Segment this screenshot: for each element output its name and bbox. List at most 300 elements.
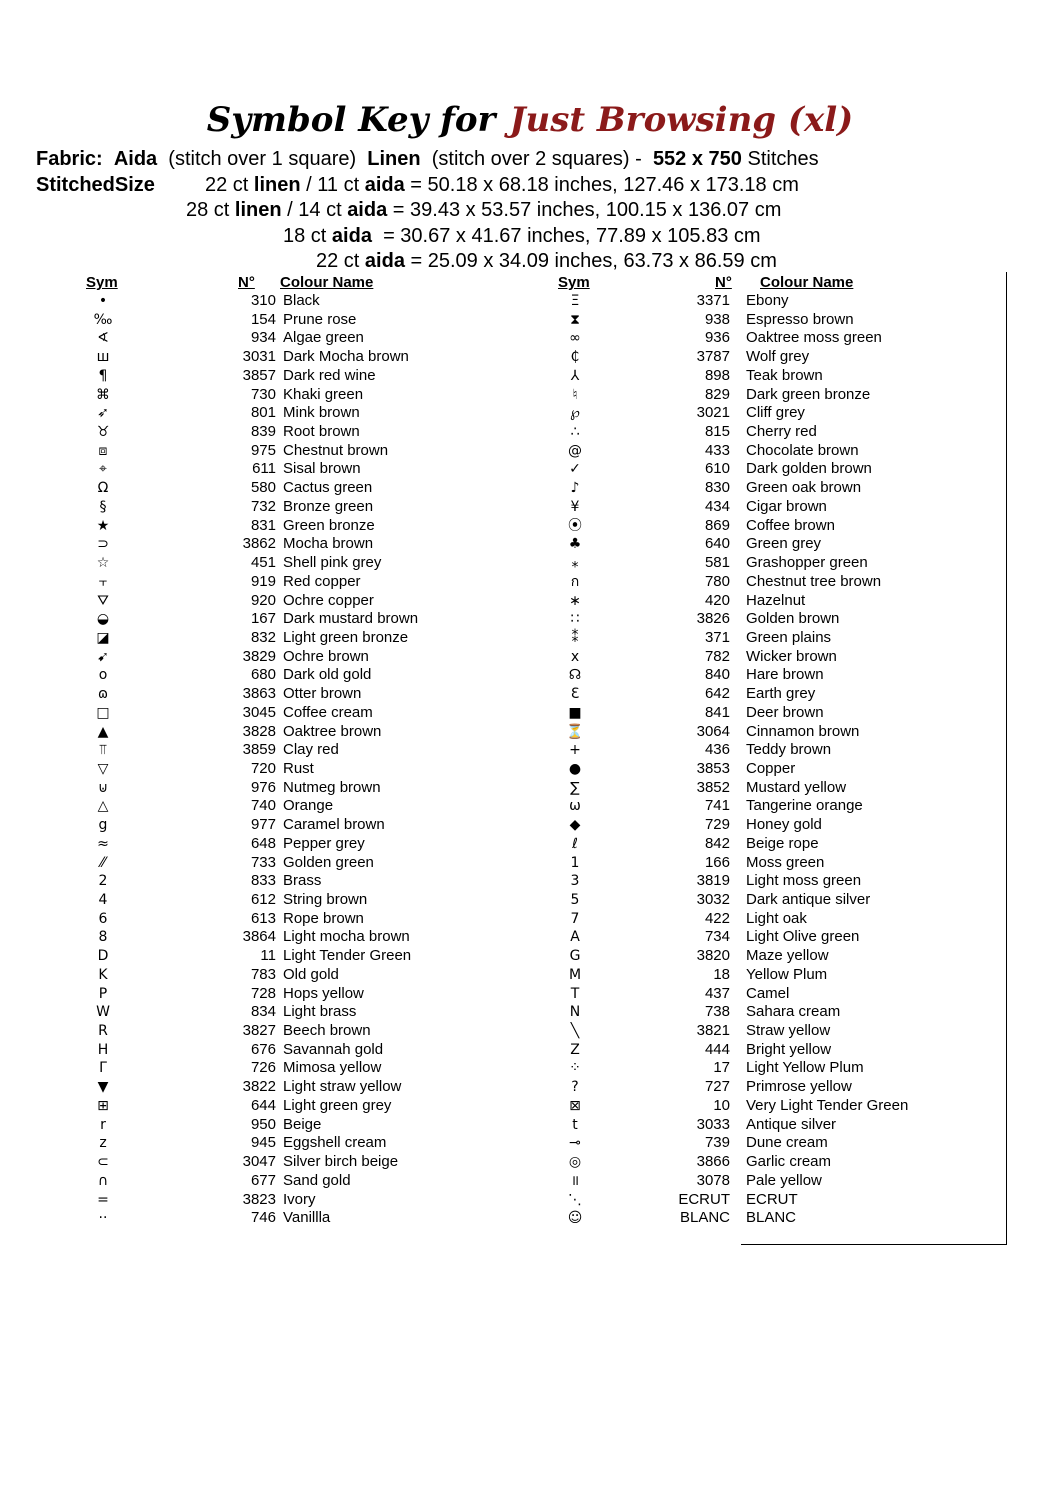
thread-number: 732 — [250, 497, 276, 515]
symbol-row — [560, 348, 980, 367]
thread-number: 644 — [250, 1096, 276, 1114]
thread-number: 18 — [713, 965, 730, 983]
symbol-glyph: D — [97, 948, 109, 965]
symbol-glyph: 6 — [98, 910, 108, 927]
colour-name: Chocolate brown — [746, 441, 859, 459]
colour-name: Copper — [746, 759, 796, 777]
thread-number: 840 — [704, 666, 730, 684]
size-line-1-part: aida — [364, 174, 405, 196]
thread-number: 945 — [250, 1134, 276, 1152]
symbol-row — [560, 1097, 980, 1116]
symbol-glyph: z — [99, 1135, 107, 1152]
stitch-count: 552 x 750 — [652, 148, 742, 170]
thread-number: 3852 — [696, 778, 730, 796]
symbol-row — [88, 329, 518, 348]
size-line-3-part: 18 ct — [283, 225, 332, 247]
thread-number: 642 — [704, 685, 730, 703]
fabric-label: Fabric: — [36, 148, 103, 170]
colour-name: Clay red — [283, 741, 339, 759]
colour-name: Cigar brown — [746, 497, 827, 515]
symbol-glyph: 5 — [570, 892, 580, 908]
symbol-glyph: ≈ — [97, 835, 109, 852]
symbol-glyph: ω — [569, 798, 581, 815]
symbol-glyph: ◎ — [568, 1154, 582, 1171]
colour-name: Green oak brown — [746, 479, 862, 497]
symbol-glyph: ✓ — [569, 461, 581, 478]
symbol-glyph: ☊ — [568, 667, 582, 684]
symbol-glyph: Γ — [99, 1060, 107, 1077]
symbol-glyph: ⌘ — [96, 386, 110, 403]
fabric-line — [36, 147, 819, 171]
symbol-row — [88, 1097, 518, 1116]
symbol-row — [560, 517, 980, 536]
symbol-glyph: K — [98, 966, 108, 983]
symbol-row — [560, 928, 980, 947]
colour-name: Golden brown — [746, 610, 840, 628]
thread-number: 746 — [250, 1209, 276, 1227]
symbol-glyph: ℓ — [572, 835, 578, 852]
thread-number: 3047 — [242, 1153, 276, 1171]
colour-name: Brass — [283, 872, 322, 890]
thread-number: 739 — [704, 1134, 730, 1152]
symbol-row — [88, 292, 518, 311]
thread-number: 3821 — [696, 1022, 730, 1040]
size-line-4-part: = 25.09 x 34.09 inches, 63.73 x 86.59 cm — [404, 250, 777, 272]
symbol-row — [560, 1022, 980, 1041]
colour-name: Primrose yellow — [746, 1078, 852, 1096]
symbol-glyph: Ω — [97, 480, 109, 497]
symbol-row — [88, 947, 518, 966]
thread-number: 11 — [260, 947, 276, 965]
symbol-glyph: ⫪ — [99, 742, 107, 759]
symbol-row — [560, 311, 980, 330]
thread-number: 898 — [704, 366, 730, 384]
colour-name: Bright yellow — [746, 1040, 832, 1058]
colour-name: Cherry red — [746, 423, 817, 441]
symbol-row — [560, 460, 980, 479]
thread-number: 3819 — [696, 872, 730, 890]
thread-number: 3862 — [242, 535, 276, 553]
symbol-row — [560, 910, 980, 929]
thread-number: 437 — [704, 984, 730, 1002]
colour-name: Chestnut brown — [283, 441, 389, 459]
thread-number: 3827 — [242, 1022, 276, 1040]
symbol-row — [88, 1059, 518, 1078]
symbol-glyph: R — [98, 1023, 108, 1040]
symbol-glyph: o — [98, 667, 108, 684]
colour-name: Old gold — [283, 965, 339, 983]
thread-number: 436 — [704, 741, 730, 759]
symbol-row — [560, 966, 980, 985]
thread-number: 154 — [250, 310, 276, 328]
symbol-row — [88, 704, 518, 723]
thread-number: 371 — [704, 628, 730, 646]
symbol-row — [88, 1134, 518, 1153]
symbol-glyph: ⊍ — [97, 779, 109, 796]
colour-name: Green bronze — [283, 516, 375, 534]
thread-number: 869 — [704, 516, 730, 534]
symbol-row — [560, 535, 980, 554]
symbol-glyph: △ — [97, 798, 109, 815]
colour-name: Rope brown — [283, 909, 364, 927]
thread-number: 3032 — [696, 891, 730, 908]
colour-name: Tangerine orange — [746, 797, 863, 815]
thread-number: 3033 — [696, 1115, 730, 1133]
colour-name: Dark Mocha brown — [283, 348, 409, 366]
symbol-glyph: 7 — [570, 910, 580, 927]
colour-name: Light mocha brown — [283, 928, 410, 946]
thread-number: 166 — [704, 853, 730, 871]
thread-number: 727 — [704, 1078, 730, 1096]
size-line-2-part: 28 ct — [186, 199, 235, 221]
symbol-row — [88, 629, 518, 648]
symbol-row — [560, 741, 980, 760]
symbol-row — [560, 1172, 980, 1191]
colour-name: Khaki green — [283, 385, 364, 403]
thread-number: 3826 — [696, 610, 730, 628]
colour-name: Chestnut tree brown — [746, 572, 882, 590]
colour-name: String brown — [283, 891, 368, 908]
symbol-glyph: 3 — [570, 873, 580, 890]
symbol-glyph: ■ — [568, 704, 582, 721]
symbol-glyph: ◪ — [96, 629, 110, 646]
left-symbol-list — [88, 292, 518, 1228]
thread-number: 936 — [704, 329, 730, 347]
colour-name: Ivory — [283, 1190, 316, 1208]
symbol-glyph: P — [98, 985, 108, 1002]
thread-number: 613 — [250, 909, 276, 927]
colour-name: Shell pink grey — [283, 554, 382, 572]
thread-number: 832 — [250, 628, 276, 646]
symbol-row — [88, 1078, 518, 1097]
colour-name: Mustard yellow — [746, 778, 847, 796]
symbol-glyph: ★ — [96, 517, 110, 534]
symbol-glyph: ⧗ — [570, 311, 580, 328]
symbol-glyph: M — [568, 966, 582, 983]
colour-name: Ebony — [746, 292, 789, 309]
left-header-name: Colour Name — [280, 274, 374, 291]
symbol-glyph: ш — [96, 349, 110, 366]
symbol-glyph: @ — [568, 442, 582, 459]
colour-name: Orange — [283, 797, 334, 815]
thread-number: 677 — [250, 1171, 276, 1189]
symbol-row — [560, 554, 980, 573]
right-symbol-list — [560, 292, 980, 1228]
title-pattern-name: Just Browsing (xl) — [509, 100, 854, 140]
symbol-row — [560, 947, 980, 966]
thread-number: 3064 — [696, 722, 730, 740]
colour-name: Root brown — [283, 423, 360, 441]
colour-name: Beige — [283, 1115, 322, 1133]
symbol-glyph: ◒ — [96, 611, 110, 628]
symbol-glyph: § — [99, 498, 107, 515]
symbol-row — [560, 797, 980, 816]
symbol-row — [560, 367, 980, 386]
thread-number: ECRUT — [678, 1190, 730, 1208]
size-line-1-part: = 50.18 x 68.18 inches, 127.46 x 173.18 cm — [404, 174, 799, 196]
thread-number: 3829 — [242, 647, 276, 665]
symbol-row — [88, 1153, 518, 1172]
title-prefix: Symbol Key for — [206, 100, 496, 140]
colour-name: Straw yellow — [746, 1022, 831, 1040]
fabric-aida: Aida — [113, 148, 158, 170]
symbol-row — [560, 854, 980, 873]
thread-number: 610 — [704, 460, 730, 478]
symbol-glyph: □ — [96, 704, 110, 721]
symbol-row — [88, 928, 518, 947]
symbol-glyph: ‰ — [93, 311, 113, 328]
symbol-row — [560, 891, 980, 910]
symbol-glyph: ℘ — [570, 405, 580, 422]
symbol-row — [560, 1078, 980, 1097]
size-line-2-part: linen — [234, 199, 282, 221]
symbol-glyph: ⁄⁄ — [100, 854, 106, 871]
symbol-glyph: ╲ — [570, 1023, 580, 1040]
symbol-row — [560, 760, 980, 779]
symbol-row — [560, 872, 980, 891]
colour-name: Vanillla — [283, 1209, 331, 1227]
stitches-word: Stitches — [747, 148, 819, 170]
thread-number: 3863 — [242, 685, 276, 703]
symbol-glyph: ⊂ — [97, 1154, 109, 1171]
thread-number: 17 — [713, 1059, 730, 1077]
symbol-glyph: ∗ — [569, 592, 581, 609]
thread-number: 648 — [250, 834, 276, 852]
symbol-glyph: ¶ — [98, 367, 108, 384]
symbol-glyph: ⋱ — [568, 1191, 582, 1208]
colour-name: Cliff grey — [746, 404, 805, 422]
right-header-sym: Sym — [558, 274, 590, 291]
symbol-row — [88, 779, 518, 798]
colour-name: Very Light Tender Green — [746, 1096, 909, 1114]
size-line-1-part: / 11 ct — [300, 174, 365, 196]
thread-number: 433 — [704, 441, 730, 459]
colour-name: Yellow Plum — [746, 965, 828, 983]
thread-number: 3828 — [242, 722, 276, 740]
symbol-row — [88, 592, 518, 611]
symbol-glyph: ♉ — [96, 424, 110, 441]
thread-number: 434 — [704, 497, 730, 515]
colour-name: Mimosa yellow — [283, 1059, 382, 1077]
symbol-row — [88, 535, 518, 554]
symbol-glyph: ☺ — [567, 1210, 583, 1227]
thread-number: 3078 — [696, 1171, 730, 1189]
symbol-glyph: ¥ — [570, 498, 580, 515]
table-bottom-border — [741, 1244, 1007, 1245]
symbol-row — [88, 797, 518, 816]
symbol-row — [560, 1003, 980, 1022]
colour-name: Oaktree moss green — [746, 329, 882, 347]
thread-number: 730 — [250, 385, 276, 403]
thread-number: 640 — [704, 535, 730, 553]
colour-name: Dark old gold — [283, 666, 372, 684]
symbol-glyph: ॥ — [570, 1172, 580, 1189]
colour-name: Bronze green — [283, 497, 374, 515]
symbol-glyph: ☆ — [96, 555, 110, 572]
symbol-row — [88, 648, 518, 667]
size-line-1-part: 22 ct — [205, 174, 254, 196]
colour-name: Black — [283, 292, 320, 309]
symbol-row — [88, 872, 518, 891]
thread-number: 3866 — [696, 1153, 730, 1171]
colour-name: Algae green — [283, 329, 364, 347]
colour-name: Nutmeg brown — [283, 778, 381, 796]
colour-name: Coffee cream — [283, 703, 373, 721]
symbol-glyph: t — [572, 1116, 578, 1133]
colour-name: Teak brown — [746, 366, 823, 384]
thread-number: 720 — [250, 759, 276, 777]
symbol-row — [88, 1003, 518, 1022]
symbol-row — [560, 498, 980, 517]
symbol-row — [560, 1041, 980, 1060]
symbol-glyph: 1 — [570, 854, 580, 871]
colour-name: Moss green — [746, 853, 825, 871]
thread-number: 738 — [704, 1003, 730, 1021]
thread-number: 780 — [704, 572, 730, 590]
thread-number: 815 — [704, 423, 730, 441]
symbol-glyph: ▼ — [97, 1079, 109, 1096]
size-line-4 — [316, 249, 777, 273]
thread-number: 3857 — [242, 366, 276, 384]
symbol-glyph: ∩ — [97, 1172, 109, 1189]
colour-name: Light Yellow Plum — [746, 1059, 864, 1077]
symbol-row — [560, 1134, 980, 1153]
thread-number: 728 — [250, 984, 276, 1002]
symbol-row — [560, 723, 980, 742]
thread-number: 831 — [250, 516, 276, 534]
left-header-num: N° — [238, 274, 255, 291]
symbol-row — [88, 1041, 518, 1060]
fabric-linen: Linen — [367, 148, 421, 170]
colour-name: Dark red wine — [283, 366, 376, 384]
colour-name: Pale yellow — [746, 1171, 822, 1189]
thread-number: 422 — [704, 909, 730, 927]
symbol-row — [88, 854, 518, 873]
symbol-glyph: • — [98, 293, 108, 309]
symbol-row — [560, 423, 980, 442]
symbol-row — [560, 404, 980, 423]
colour-name: Sisal brown — [283, 460, 361, 478]
thread-number: 740 — [250, 797, 276, 815]
right-header-name: Colour Name — [760, 274, 854, 291]
colour-name: Mocha brown — [283, 535, 374, 553]
symbol-glyph: ∑ — [570, 779, 580, 796]
thread-number: 580 — [250, 479, 276, 497]
symbol-row — [560, 1059, 980, 1078]
symbol-row — [88, 891, 518, 910]
thread-number: 612 — [250, 891, 276, 908]
symbol-row — [560, 610, 980, 629]
thread-number: 950 — [250, 1115, 276, 1133]
symbol-row — [88, 985, 518, 1004]
symbol-row — [560, 666, 980, 685]
symbol-row — [88, 1022, 518, 1041]
symbol-glyph: G — [569, 948, 581, 965]
colour-name: Light straw yellow — [283, 1078, 402, 1096]
thread-number: 726 — [250, 1059, 276, 1077]
thread-number: 976 — [250, 778, 276, 796]
thread-number: 782 — [704, 647, 730, 665]
thread-number: 680 — [250, 666, 276, 684]
symbol-glyph: ɷ — [97, 686, 109, 703]
symbol-glyph: ⏳ — [566, 723, 584, 740]
symbol-glyph: ⊃ — [97, 536, 109, 553]
symbol-row — [88, 685, 518, 704]
symbol-row — [88, 610, 518, 629]
colour-name: Earth grey — [746, 685, 816, 703]
thread-number: 444 — [704, 1040, 730, 1058]
colour-name: Light green grey — [283, 1096, 392, 1114]
symbol-glyph: ⁘ — [569, 1060, 581, 1077]
colour-name: Light Tender Green — [283, 947, 412, 965]
symbol-row — [88, 816, 518, 835]
symbol-row — [88, 517, 518, 536]
colour-name: Sahara cream — [746, 1003, 841, 1021]
colour-name: Rust — [283, 759, 314, 777]
symbol-row — [560, 1191, 980, 1210]
colour-name: Oaktree brown — [283, 722, 382, 740]
symbol-row — [560, 685, 980, 704]
size-line-3-part: aida — [331, 225, 372, 247]
symbol-glyph: ∢ — [97, 330, 109, 347]
thread-number: 3371 — [696, 292, 730, 309]
thread-number: 3031 — [242, 348, 276, 366]
thread-number: 938 — [704, 310, 730, 328]
colour-name: Beech brown — [283, 1022, 371, 1040]
symbol-row — [560, 442, 980, 461]
symbol-glyph: ก — [570, 573, 580, 590]
colour-name: Antique silver — [746, 1115, 837, 1133]
colour-name: BLANC — [746, 1209, 797, 1227]
colour-name: Coffee brown — [746, 516, 835, 534]
symbol-glyph: 4 — [98, 892, 108, 908]
symbol-glyph: ● — [568, 760, 582, 777]
symbol-glyph: ⊠ — [569, 1097, 581, 1114]
thread-number: 3820 — [696, 947, 730, 965]
symbol-row — [88, 404, 518, 423]
symbol-row — [88, 760, 518, 779]
symbol-glyph: ∴ — [570, 424, 580, 441]
fabric-linen-desc: (stitch over 2 squares) - — [431, 148, 642, 170]
symbol-row — [560, 329, 980, 348]
thread-number: 741 — [704, 797, 730, 815]
symbol-glyph: + — [569, 742, 581, 759]
symbol-glyph: = — [97, 1191, 109, 1208]
thread-number: BLANC — [679, 1209, 730, 1227]
table-right-border — [1006, 272, 1007, 1245]
thread-number: 839 — [250, 423, 276, 441]
thread-number: 842 — [704, 834, 730, 852]
symbol-row — [560, 985, 980, 1004]
colour-name: Cinnamon brown — [746, 722, 860, 740]
size-line-3 — [283, 224, 761, 248]
colour-name: Silver birch beige — [283, 1153, 399, 1171]
colour-name: Honey gold — [746, 816, 822, 834]
thread-number: 581 — [704, 554, 730, 572]
colour-name: Savannah gold — [283, 1040, 384, 1058]
thread-number: 975 — [250, 441, 276, 459]
colour-name: Maze yellow — [746, 947, 829, 965]
thread-number: 3859 — [242, 741, 276, 759]
thread-number: 833 — [250, 872, 276, 890]
colour-name: Camel — [746, 984, 790, 1002]
colour-name: Golden green — [283, 853, 374, 871]
symbol-glyph: ⛛ — [97, 592, 109, 609]
colour-name: Sand gold — [283, 1171, 351, 1189]
symbol-glyph: ∞ — [569, 330, 581, 347]
colour-name: Light moss green — [746, 872, 862, 890]
symbol-row — [560, 1209, 980, 1228]
